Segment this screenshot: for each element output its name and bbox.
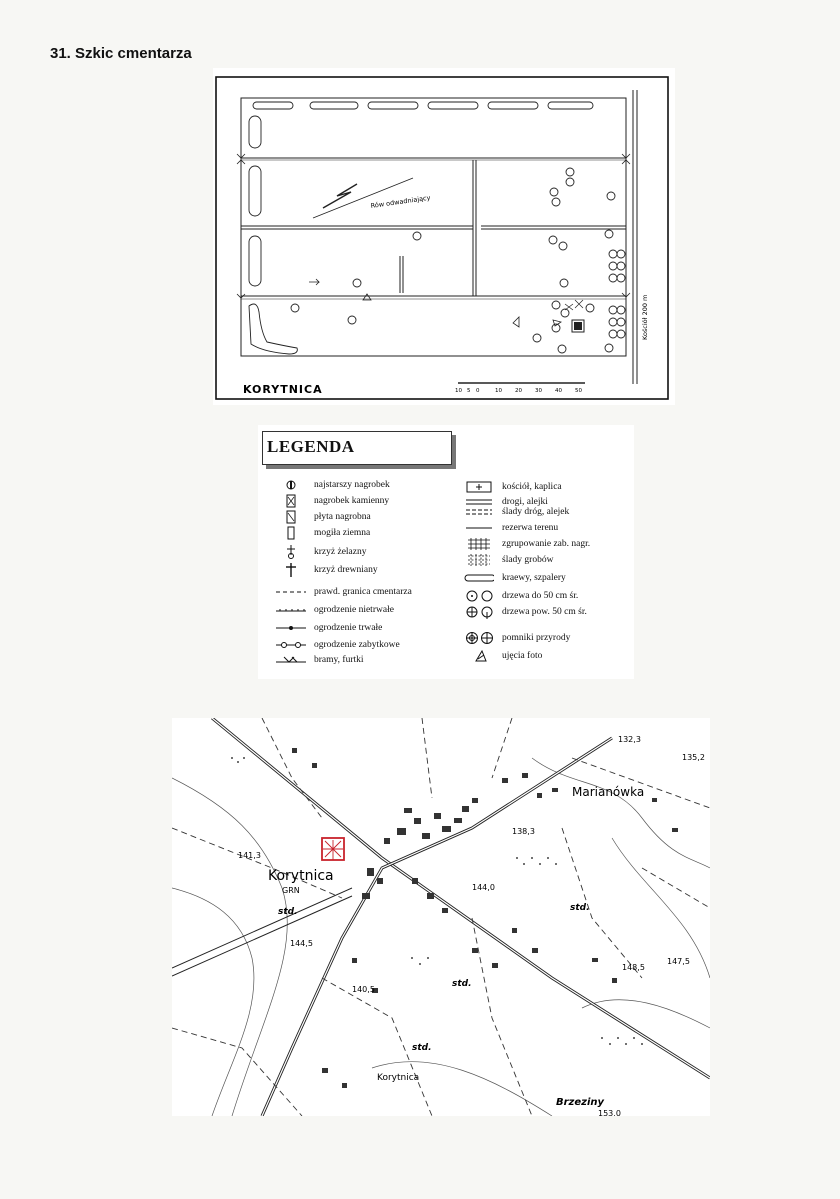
scale-tick: 20	[515, 388, 522, 394]
legend-item	[464, 571, 566, 585]
legend-label: kościół, kaplica	[502, 482, 562, 492]
elevation-label: 132,3	[618, 735, 641, 744]
photo-shot-icon	[464, 649, 494, 663]
legend-item	[464, 631, 570, 645]
legend-label: nagrobek kamienny	[314, 496, 390, 506]
elevation-label: 144,5	[290, 939, 313, 948]
legend-title: LEGENDA	[267, 437, 355, 456]
tomb-cluster-icon	[464, 537, 494, 551]
legend-item	[276, 510, 371, 524]
cemetery-boundary-icon	[276, 585, 306, 599]
scale-bar	[455, 383, 585, 394]
grave-traces-icon	[464, 553, 494, 567]
road-label: Kościół 200 m	[641, 294, 649, 340]
scale-tick: 0	[476, 388, 480, 394]
gate-icon	[276, 653, 306, 667]
ditch-label: Rów odwadniający	[370, 193, 431, 210]
scale-tick: 40	[555, 388, 562, 394]
legend-item	[276, 585, 412, 599]
stone-tomb-icon	[276, 494, 306, 508]
legend-item	[276, 638, 400, 652]
grave-slab-icon	[276, 510, 306, 524]
scale-tick: 10	[455, 388, 462, 394]
page-title: 31. Szkic cmentarza	[50, 45, 192, 62]
road-traces-icon	[464, 505, 494, 519]
legend-label: ogrodzenie nietrwałe	[314, 605, 394, 615]
legend-label: krzyż żelazny	[314, 547, 367, 557]
legend-label: ślady grobów	[502, 555, 554, 565]
topo-drawing	[172, 718, 710, 1116]
legend-label: ogrodzenie trwałe	[314, 623, 383, 633]
elevation-label: 138,3	[512, 827, 535, 836]
legend-label: ujęcia foto	[502, 651, 543, 661]
legend-label: ogrodzenie zabytkowe	[314, 640, 400, 650]
legend-item	[276, 563, 378, 577]
legend-item	[464, 605, 587, 619]
historic-fence-icon	[276, 638, 306, 652]
legend-item	[276, 526, 370, 540]
std-label: std.	[452, 979, 472, 989]
legend-item	[276, 478, 390, 492]
small-tree-icon	[464, 589, 494, 603]
legend-label: płyta nagrobna	[314, 512, 371, 522]
legend-title-box	[262, 431, 452, 465]
legend-item	[276, 494, 389, 508]
std-label: std.	[412, 1043, 432, 1053]
legend-item	[276, 653, 364, 667]
std-label: std.	[570, 903, 590, 913]
elevation-label: 147,5	[667, 957, 690, 966]
legend-item	[276, 545, 366, 559]
scale-tick: 5	[467, 388, 471, 394]
legend-label: zgrupowanie zab. nagr.	[502, 539, 591, 549]
legend-item	[464, 521, 558, 535]
legend	[258, 425, 634, 679]
legend-item	[276, 603, 394, 617]
natural-monument-icon	[464, 631, 494, 645]
legend-label: kraewy, szpalery	[502, 573, 566, 583]
topographic-map	[172, 718, 710, 1116]
nonpermanent-fence-icon	[276, 603, 306, 617]
legend-label: bramy, furtki	[314, 655, 364, 665]
sketch-drawing	[213, 68, 675, 405]
legend-label: najstarszy nagrobek	[314, 480, 390, 490]
elevation-label: 144,0	[472, 883, 495, 892]
legend-label: mogiła ziemna	[314, 528, 371, 538]
oldest-tomb-icon	[276, 478, 306, 492]
permanent-fence-icon	[276, 621, 306, 635]
place-label-korytnica-village: Korytnica	[377, 1073, 420, 1083]
scale-tick: 10	[495, 388, 502, 394]
church-icon	[464, 480, 494, 494]
place-label-brzeziny: Brzeziny	[556, 1097, 605, 1108]
elevation-label: 135,2	[682, 753, 705, 762]
place-label-korytnica: Korytnica	[268, 868, 334, 884]
legend-label: ślady dróg, alejek	[502, 507, 570, 517]
cemetery-sketch	[213, 68, 675, 405]
legend-label: rezerwa terenu	[502, 523, 559, 533]
legend-item	[464, 505, 569, 519]
place-label: KORYTNICA	[243, 383, 323, 396]
cemetery-marker	[322, 838, 344, 860]
legend-label: drzewa do 50 cm śr.	[502, 591, 579, 601]
grn-label: GRN	[282, 886, 300, 895]
legend-label: drogi, alejki	[502, 497, 548, 507]
elevation-label: 141,3	[238, 851, 261, 860]
elevation-label: 148,5	[622, 963, 645, 972]
large-tree-icon	[464, 605, 494, 619]
elevation-label: 140,5	[352, 985, 375, 994]
legend-item	[464, 537, 590, 551]
legend-label: krzyż drewniany	[314, 565, 378, 575]
hedge-icon	[464, 571, 494, 585]
iron-cross-icon	[276, 545, 306, 559]
legend-label: drzewa pow. 50 cm śr.	[502, 607, 587, 617]
std-label: std.	[278, 907, 298, 917]
legend-item	[464, 649, 542, 663]
legend-item	[464, 553, 553, 567]
earth-grave-icon	[276, 526, 306, 540]
wooden-cross-icon	[276, 563, 306, 577]
terrain-reserve-icon	[464, 521, 494, 535]
legend-label: pomniki przyrody	[502, 633, 571, 643]
elevation-label: 153,0	[598, 1109, 621, 1116]
legend-label: prawd. granica cmentarza	[314, 587, 412, 597]
scale-tick: 30	[535, 388, 542, 394]
legend-item	[276, 621, 382, 635]
scale-tick: 50	[575, 388, 582, 394]
legend-item	[464, 589, 578, 603]
place-label-marianowka: Marianówka	[572, 785, 645, 799]
legend-item	[464, 480, 562, 494]
